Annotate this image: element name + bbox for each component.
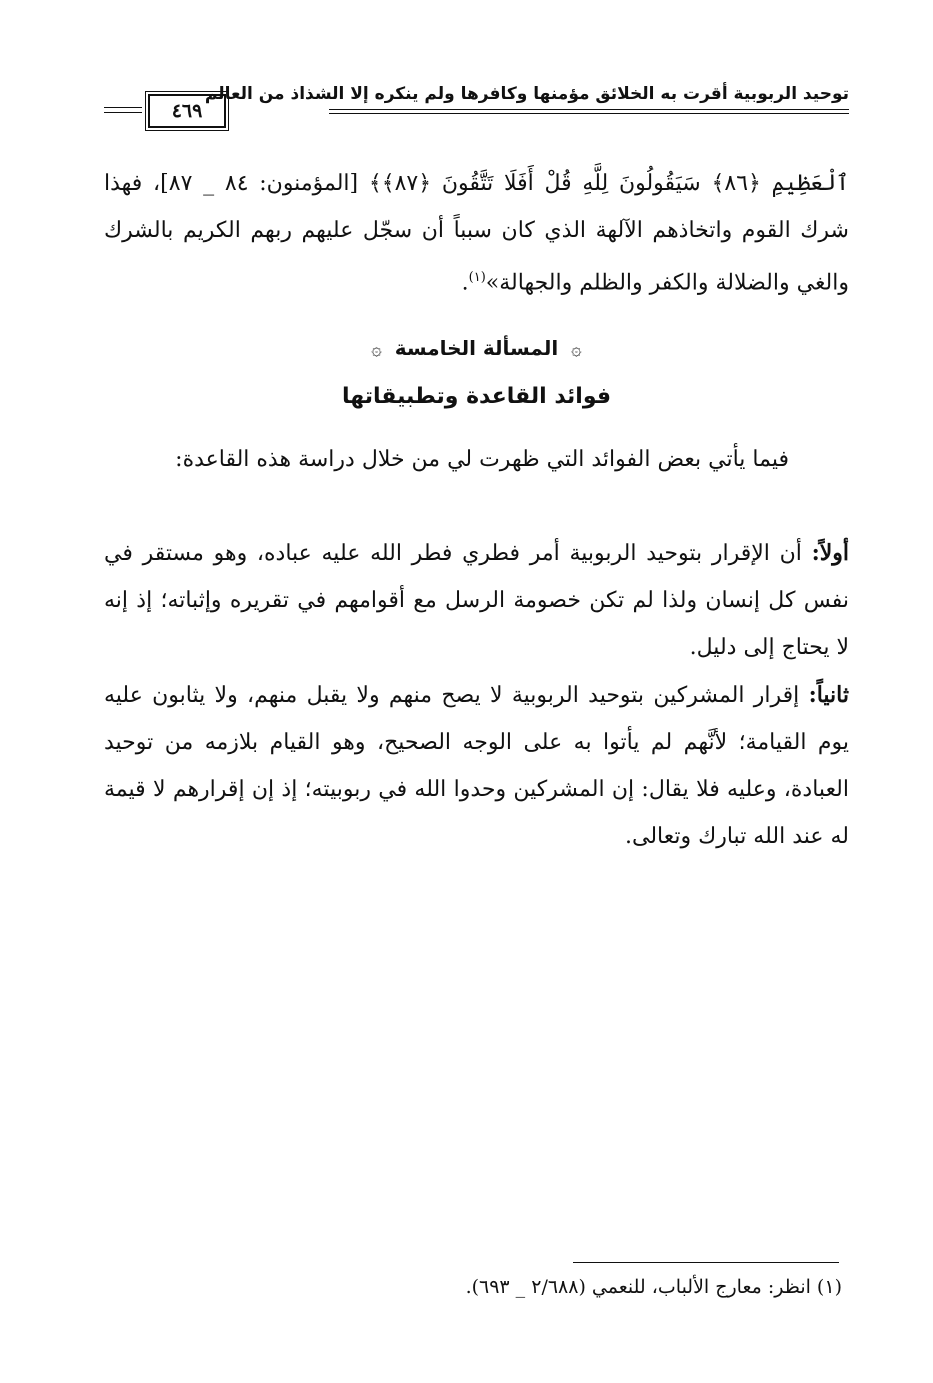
section-title: المسألة الخامسة xyxy=(394,336,559,360)
footnote-marker: (١) xyxy=(468,270,486,285)
point-one-lead: أولاً: xyxy=(811,540,849,566)
section-heading xyxy=(104,336,849,360)
point-one-paragraph xyxy=(104,530,849,671)
point-two-lead: ثانياً: xyxy=(808,682,849,708)
header-rule xyxy=(329,113,849,114)
header-rule xyxy=(329,109,849,110)
intro-text: ٱلْعَظِيمِ ﴿٨٦﴾ سَيَقُولُونَ لِلَّهِ قُلْ أَفَلَا تَتَّقُونَ ﴿٨٧﴾﴾ [المؤمنون: ٨٤ _ ٨٧]، فهذا شرك القوم واتخاذهم الآلهة الذي كان سبباً أن سجّل عليهم ربهم الكريم بالشرك والغي والضلالة والكفر والظلم والجهالة» xyxy=(104,171,849,296)
page-number: ٤٦٩ xyxy=(148,94,226,128)
section-subtitle: فوائد القاعدة وتطبيقاتها xyxy=(341,384,612,409)
point-two-text: إقرار المشركين بتوحيد الربوبية لا يصح منهم ولا يقبل منهم، ولا يثابون عليه يوم القيامة؛ لأنَّهم لم يأتوا به على الوجه الصحيح، وهو القيام بلازمه من توحيد العبادة، وعليه فلا يقال: إن المشركين وحدوا الله في ربوبيته؛ إذ إن إقرارهم لا قيمة له عند الله تبارك وتعالى. xyxy=(104,683,849,849)
header-title: توحيد الربوبية أقرت به الخلائق مؤمنها وكافرها ولم ينكره إلا الشذاذ من العالم xyxy=(204,84,849,104)
header-rule xyxy=(104,107,142,108)
point-two-paragraph xyxy=(104,672,849,860)
intro-paragraph xyxy=(104,160,849,306)
footnote-separator xyxy=(573,1262,839,1263)
intro-end: . xyxy=(461,270,469,296)
point-one-text: أن الإقرار بتوحيد الربوبية أمر فطري فطر الله عليه عباده، وهو مستقر في نفس كل إنسان ولذا لم تكن خصومة الرسل مع أقوامهم في تقريره وإثباته؛ إذ إنه لا يحتاج إلى دليل. xyxy=(104,541,849,660)
ornament-icon: ۞ xyxy=(371,339,382,360)
footnote: (١) انظر: معارج الألباب، للنعمي (٢/٦٨٨ _ ٦٩٣). xyxy=(465,1276,842,1298)
running-header xyxy=(104,84,849,132)
ornament-icon: ۞ xyxy=(571,339,582,360)
body-intro-paragraph: فيما يأتي بعض الفوائد التي ظهرت لي من خلال دراسة هذه القاعدة: xyxy=(175,447,789,472)
header-rule xyxy=(104,112,142,113)
